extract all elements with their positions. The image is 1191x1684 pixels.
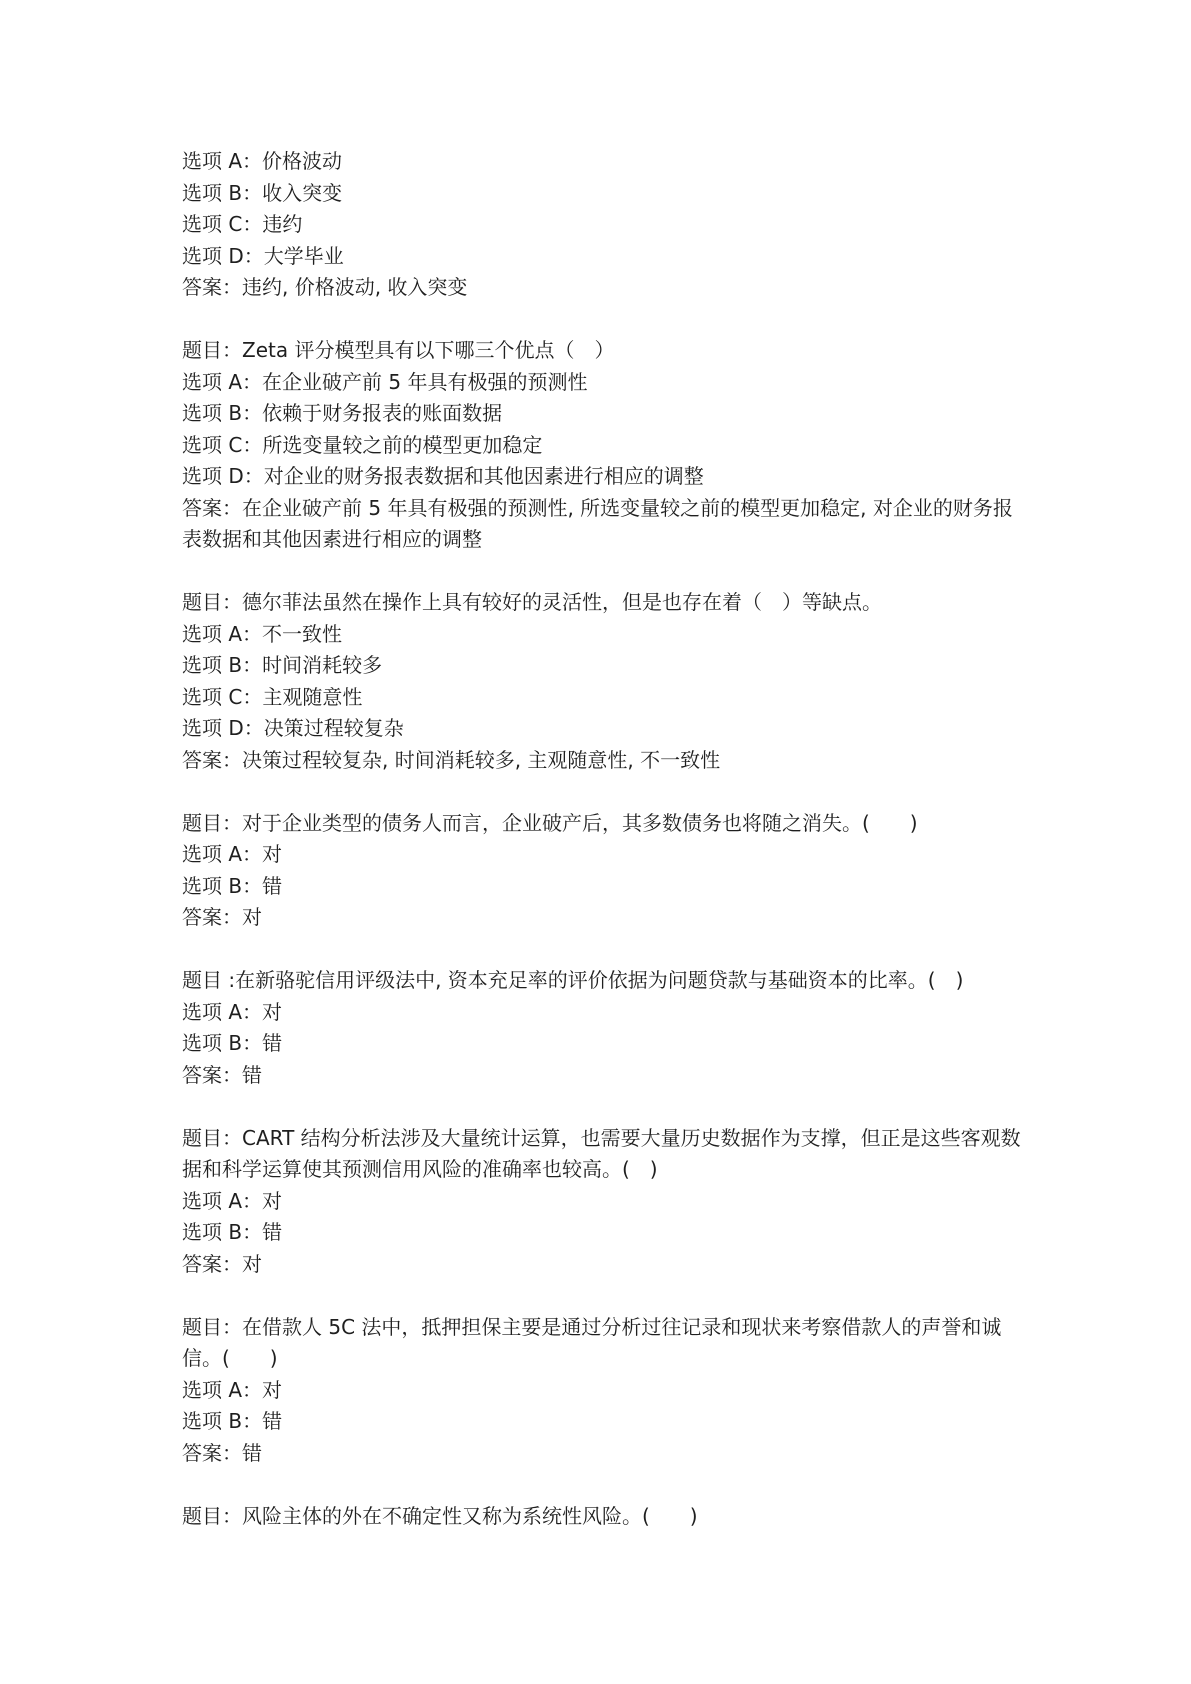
- option-b: 选项 B：收入突变: [182, 180, 343, 205]
- option-d: 选项 D：大学毕业: [182, 243, 344, 268]
- option-b: 选项 B：依赖于财务报表的账面数据: [182, 401, 503, 425]
- question-text: 题目：CART 结构分析法涉及大量统计运算，也需要大量历史数据作为支撑，但正是这些客观数据和科学运算使其预测信用风险的准确率也较高。( ): [182, 1125, 1021, 1181]
- option-c: 选项 C：违约: [182, 212, 303, 236]
- question-text: 题目：在借款人 5C 法中，抵押担保主要是通过分析过往记录和现状来考察借款人的声誉和诚信。( ): [182, 1314, 1002, 1370]
- option-a: 选项 A：对: [182, 842, 283, 866]
- option-b: 选项 B：错: [182, 873, 283, 898]
- block-gap: [182, 1469, 1027, 1501]
- option-b: 选项 B：错: [182, 1031, 283, 1055]
- answer: 答案：对: [182, 905, 262, 929]
- answer: 答案：决策过程较复杂, 时间消耗较多, 主观随意性, 不一致性: [182, 747, 721, 772]
- option-b: 选项 B：时间消耗较多: [182, 653, 383, 677]
- question-text: 题目：德尔菲法虽然在操作上具有较好的灵活性，但是也存在着（ ）等缺点。: [182, 590, 882, 614]
- block-gap: [182, 934, 1027, 966]
- question-text: 题目：Zeta 评分模型具有以下哪三个优点（ ）: [182, 338, 615, 362]
- question-block: [182, 335, 1027, 556]
- answer: 答案：对: [182, 1251, 262, 1276]
- question-block: [182, 1123, 1027, 1281]
- question-block: [182, 808, 1027, 934]
- option-a: 选项 A：价格波动: [182, 149, 343, 173]
- block-gap: [182, 776, 1027, 808]
- question-block: [182, 1312, 1027, 1470]
- option-a: 选项 A：在企业破产前 5 年具有极强的预测性: [182, 369, 588, 394]
- question-block: [182, 1501, 1027, 1533]
- answer: 答案：错: [182, 1062, 262, 1087]
- answer: 答案：错: [182, 1440, 262, 1465]
- block-gap: [182, 1091, 1027, 1123]
- answer: 答案：违约, 价格波动, 收入突变: [182, 275, 468, 299]
- answer: 答案：在企业破产前 5 年具有极强的预测性, 所选变量较之前的模型更加稳定, 对企业的财务报表数据和其他因素进行相应的调整: [182, 495, 1013, 551]
- question-block: [182, 587, 1027, 776]
- option-c: 选项 C：所选变量较之前的模型更加稳定: [182, 432, 543, 457]
- option-d: 选项 D：对企业的财务报表数据和其他因素进行相应的调整: [182, 464, 704, 488]
- option-b: 选项 B：错: [182, 1409, 283, 1433]
- option-a: 选项 A：对: [182, 999, 283, 1024]
- option-a: 选项 A：不一致性: [182, 621, 343, 646]
- question-text: 题目 :在新骆驼信用评级法中, 资本充足率的评价依据为问题贷款与基础资本的比率。( ): [182, 968, 964, 992]
- question-block: [182, 146, 1027, 304]
- document-body: [182, 146, 1027, 1532]
- option-b: 选项 B：错: [182, 1220, 283, 1244]
- option-a: 选项 A：对: [182, 1188, 283, 1213]
- block-gap: [182, 556, 1027, 588]
- block-gap: [182, 1280, 1027, 1312]
- question-block: [182, 965, 1027, 1091]
- block-gap: [182, 304, 1027, 336]
- option-a: 选项 A：对: [182, 1377, 283, 1402]
- question-text: 题目：风险主体的外在不确定性又称为系统性风险。( ): [182, 1503, 698, 1528]
- option-c: 选项 C：主观随意性: [182, 684, 363, 709]
- option-d: 选项 D：决策过程较复杂: [182, 716, 404, 740]
- question-text: 题目：对于企业类型的债务人而言，企业破产后，其多数债务也将随之消失。( ): [182, 810, 918, 835]
